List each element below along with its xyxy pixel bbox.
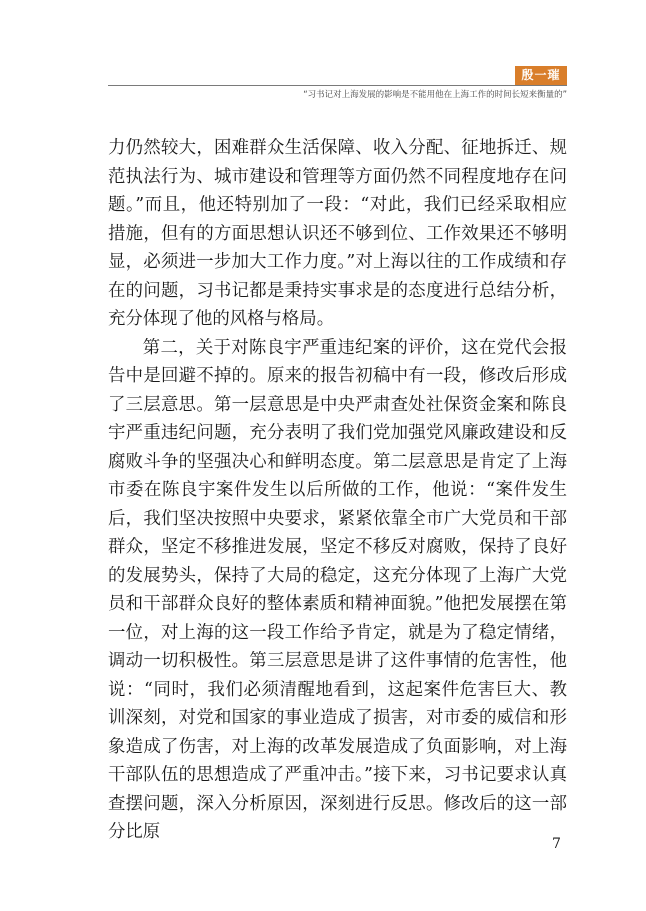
paragraph: 第二，关于对陈良宇严重违纪案的评价，这在党代会报告中是回避不掉的。原来的报告初稿中有一段，修改后形成了三层意思。第一层意思是中央严肃查处社保资金案和陈良宇严重违纪问题，充分表明了我们党加强党风廉政建设和反腐败斗争的坚强决心和鲜明态度。第二层意思是肯定了上海市委在陈良宇案件发生以后所做的工作，他说：“案件发生后，我们坚决按照中央要求，紧紧依靠全市广大党员和干部群众，坚定不移推进发展，坚定不移反对腐败，保持了良好的发展势头，保持了大局的稳定，这充分体现了上海广大党员和干部群众良好的整体素质和精神面貌。”他把发展摆在第一位，对上海的这一段工作给予肯定，就是为了稳定情绪，调动一切积极性。第三层意思是讲了这件事情的危害性，他说：“同时，我们必须清醒地看到，这起案件危害巨大、教训深刻，对党和国家的事业造成了损害，对市委的威信和形象造成了伤害，对上海的改革发展造成了负面影响，对上海干部队伍的思想造成了严重冲击。”接下来，习书记要求认真查摆问题，深入分析原因，深刻进行反思。修改后的这一部分比原 [108, 337, 567, 842]
author-label: 殷一璀 [515, 66, 567, 85]
paragraph-continued: 力仍然较大，困难群众生活保障、收入分配、征地拆迁、规范执法行为、城市建设和管理等方面仍然不同程度地存在问题。”而且，他还特别加了一段：“对此，我们已经采取相应措施，但有的方面思想认识还不够到位、工作效果还不够明显，必须进一步加大工作力度。”对上海以往的工作成绩和存在的问题，习书记都是秉持实事求是的态度进行总结分析，充分体现了他的风格与格局。 [108, 138, 567, 329]
page-number: 7 [552, 836, 561, 852]
running-title: “习书记对上海发展的影响是不能用他在上海工作的时间长短来衡量的” [303, 90, 567, 100]
header-divider [108, 85, 567, 86]
body-text [108, 134, 567, 847]
